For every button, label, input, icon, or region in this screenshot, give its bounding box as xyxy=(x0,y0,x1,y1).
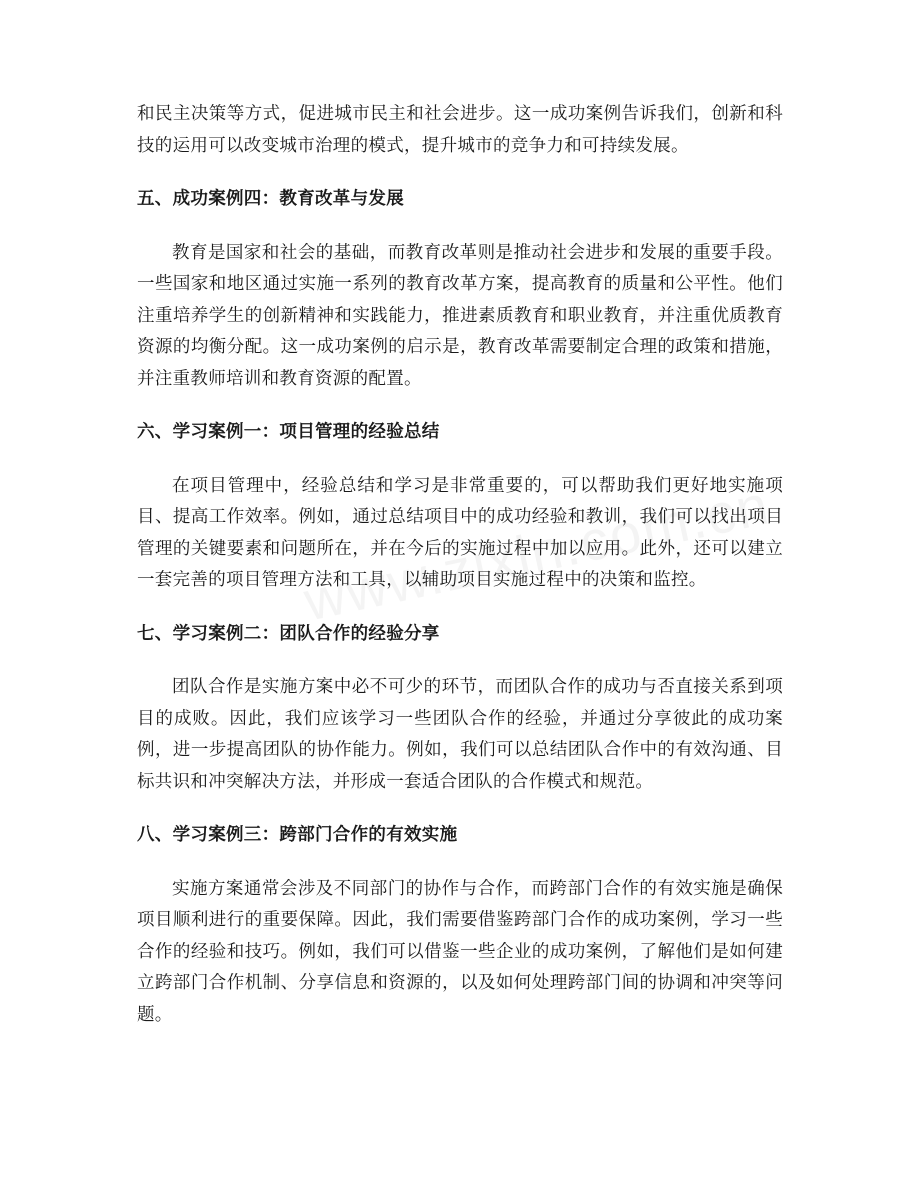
section-paragraph: 团队合作是实施方案中必不可少的环节，而团队合作的成功与否直接关系到项目的成败。因此，我们应该学习一些团队合作的经验，并通过分享彼此的成功案例，进一步提高团队的协作能力。例如，我们可以总结团队合作中的有效沟通、目标共识和冲突解决方法，并形成一套适合团队的合作模式和规范。 xyxy=(137,677,783,792)
section-heading: 六、学习案例一：项目管理的经验总结 xyxy=(137,422,440,442)
section-heading: 五、成功案例四：教育改革与发展 xyxy=(137,189,404,209)
section-heading: 八、学习案例三：跨部门合作的有效实施 xyxy=(137,825,458,845)
section-paragraph: 教育是国家和社会的基础，而教育改革则是推动社会进步和发展的重要手段。一些国家和地区通过实施一系列的教育改革方案，提高教育的质量和公平性。他们注重培养学生的创新精神和实践能力，推进素质教育和职业教育，并注重优质教育资源的均衡分配。这一成功案例的启示是，教育改革需要制定合理的政策和措施，并注重教师培训和教育资源的配置。 xyxy=(137,242,783,389)
document-body xyxy=(137,99,783,1031)
section-heading: 七、学习案例二：团队合作的经验分享 xyxy=(137,623,440,644)
section-paragraph: 在项目管理中，经验总结和学习是非常重要的，可以帮助我们更好地实施项目、提高工作效率。例如，通过总结项目中的成功经验和教训，我们可以找出项目管理的关键要素和问题所在，并在今后的实施过程中加以应用。此外，还可以建立一套完善的项目管理方法和工具，以辅助项目实施过程中的决策和监控。 xyxy=(137,475,783,590)
section-paragraph: 实施方案通常会涉及不同部门的协作与合作，而跨部门合作的有效实施是确保项目顺利进行的重要保障。因此，我们需要借鉴跨部门合作的成功案例，学习一些合作的经验和技巧。例如，我们可以借鉴一些企业的成功案例，了解他们是如何建立跨部门合作机制、分享信息和资源的，以及如何处理跨部门间的协调和冲突等问题。 xyxy=(137,878,783,1025)
intro-paragraph: 和民主决策等方式，促进城市民主和社会进步。这一成功案例告诉我们，创新和科技的运用可以改变城市治理的模式，提升城市的竞争力和可持续发展。 xyxy=(137,104,783,156)
